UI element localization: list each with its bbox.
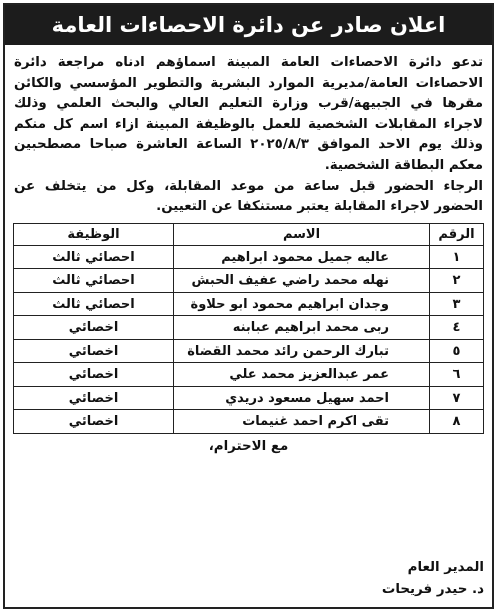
table-row <box>14 316 484 340</box>
row-number: ٣ <box>430 292 484 316</box>
row-name: ربى محمد ابراهيم عبابنه <box>174 316 430 340</box>
announcement-title-bar <box>5 5 492 45</box>
row-job: اخصائي <box>14 316 174 340</box>
row-job: احصائي ثالث <box>14 292 174 316</box>
row-name: نهله محمد راضي عفيف الحبش <box>174 269 430 293</box>
row-number: ٢ <box>430 269 484 293</box>
row-job: اخصائي <box>14 410 174 434</box>
candidates-table <box>13 223 484 434</box>
row-name: احمد سهيل مسعود دريدي <box>174 386 430 410</box>
table-row <box>14 245 484 269</box>
table-row <box>14 292 484 316</box>
signature-block <box>382 557 484 601</box>
row-job: احصائي ثالث <box>14 245 174 269</box>
announcement-paragraph: تدعو دائرة الاحصاءات العامة المبينة اسماؤهم ادناه مراجعة دائرة الاحصاءات العامة/مديرية الموارد البشرية والتطوير المؤسسي والكائن مقرها في الجبيهة/قرب وزارة التعليم العالي والبحث العلمي وذلك لاجراء المقابلات الشخصية للعمل بالوظيفة المبينة ازاء اسم كل منكم وذلك يوم الاحد الموافق ٢٠٢٥/٨/٣ الساعة العاشرة صباحا مصطحبين معكم البطاقة الشخصية. <box>14 55 483 173</box>
row-name: تقى اكرم احمد غنيمات <box>174 410 430 434</box>
row-number: ٥ <box>430 339 484 363</box>
announcement-title: اعلان صادر عن دائرة الاحصاءات العامة <box>51 12 446 37</box>
row-number: ١ <box>430 245 484 269</box>
table-header-row <box>14 223 484 245</box>
closing-text: مع الاحترام، <box>208 438 289 454</box>
row-number: ٦ <box>430 363 484 387</box>
header-name: الاسم <box>174 223 430 245</box>
signature-position: المدير العام <box>407 560 484 575</box>
table-row <box>14 386 484 410</box>
signature-name: د. حيدر فريحات <box>381 582 484 597</box>
table-row <box>14 269 484 293</box>
header-number: الرقم <box>430 223 484 245</box>
row-number: ٤ <box>430 316 484 340</box>
row-job: اخصائي <box>14 386 174 410</box>
row-name: عاليه جميل محمود ابراهيم <box>174 245 430 269</box>
announcement-body <box>5 45 492 218</box>
row-number: ٨ <box>430 410 484 434</box>
row-name: عمر عبدالعزيز محمد علي <box>174 363 430 387</box>
row-job: احصائي ثالث <box>14 269 174 293</box>
attendance-notice: الرجاء الحضور قبل ساعة من موعد المقابلة، وكل من يتخلف عن الحضور لاجراء المقابلة يعتبر مستنكفا عن التعيين. <box>14 178 483 215</box>
announcement-page <box>3 3 494 609</box>
table-row <box>14 363 484 387</box>
row-job: اخصائي <box>14 363 174 387</box>
table-row <box>14 339 484 363</box>
table-row <box>14 410 484 434</box>
row-job: اخصائي <box>14 339 174 363</box>
header-job: الوظيفة <box>14 223 174 245</box>
row-name: وجدان ابراهيم محمود ابو حلاوة <box>174 292 430 316</box>
row-number: ٧ <box>430 386 484 410</box>
row-name: تبارك الرحمن رائد محمد القضاة <box>174 339 430 363</box>
